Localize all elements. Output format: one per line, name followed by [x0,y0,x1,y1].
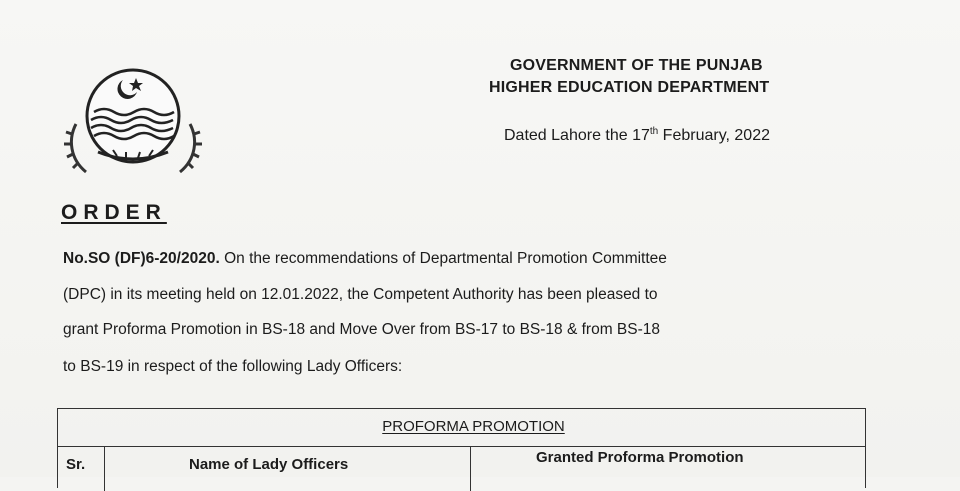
table-divider [470,446,471,491]
body-line-4: to BS-19 in respect of the following Lady Officers: [63,358,403,375]
order-title: ORDER [61,201,167,224]
dated-line [504,126,770,145]
dated-prefix: Dated Lahore the 17 [504,127,650,144]
table-divider [104,446,105,491]
dated-ordinal: th [649,126,659,137]
body-line-1-text: On the recommendations of Departmental Promotion Committee [219,250,667,267]
body-line-3: grant Proforma Promotion in BS-18 and Move Over from BS-17 to BS-18 & from BS-18 [63,321,660,338]
dated-suffix: February, 2022 [658,127,770,144]
table-section-row [58,409,865,447]
header-department: HIGHER EDUCATION DEPARTMENT [489,79,770,96]
reference-number: No.SO (DF)6-20/2020. [63,250,220,267]
column-header-sr: Sr. [66,456,86,473]
promotion-table [57,408,866,488]
table-section-title: PROFORMA PROMOTION [382,418,565,435]
header-government: GOVERNMENT OF THE PUNJAB [510,57,763,74]
punjab-government-seal-icon [58,64,208,184]
body-line-1 [63,250,667,268]
column-header-name: Name of Lady Officers [189,456,349,473]
column-header-granted: Granted Proforma Promotion [536,449,744,466]
body-line-2: (DPC) in its meeting held on 12.01.2022, the Competent Authority has been pleased to [63,286,658,303]
